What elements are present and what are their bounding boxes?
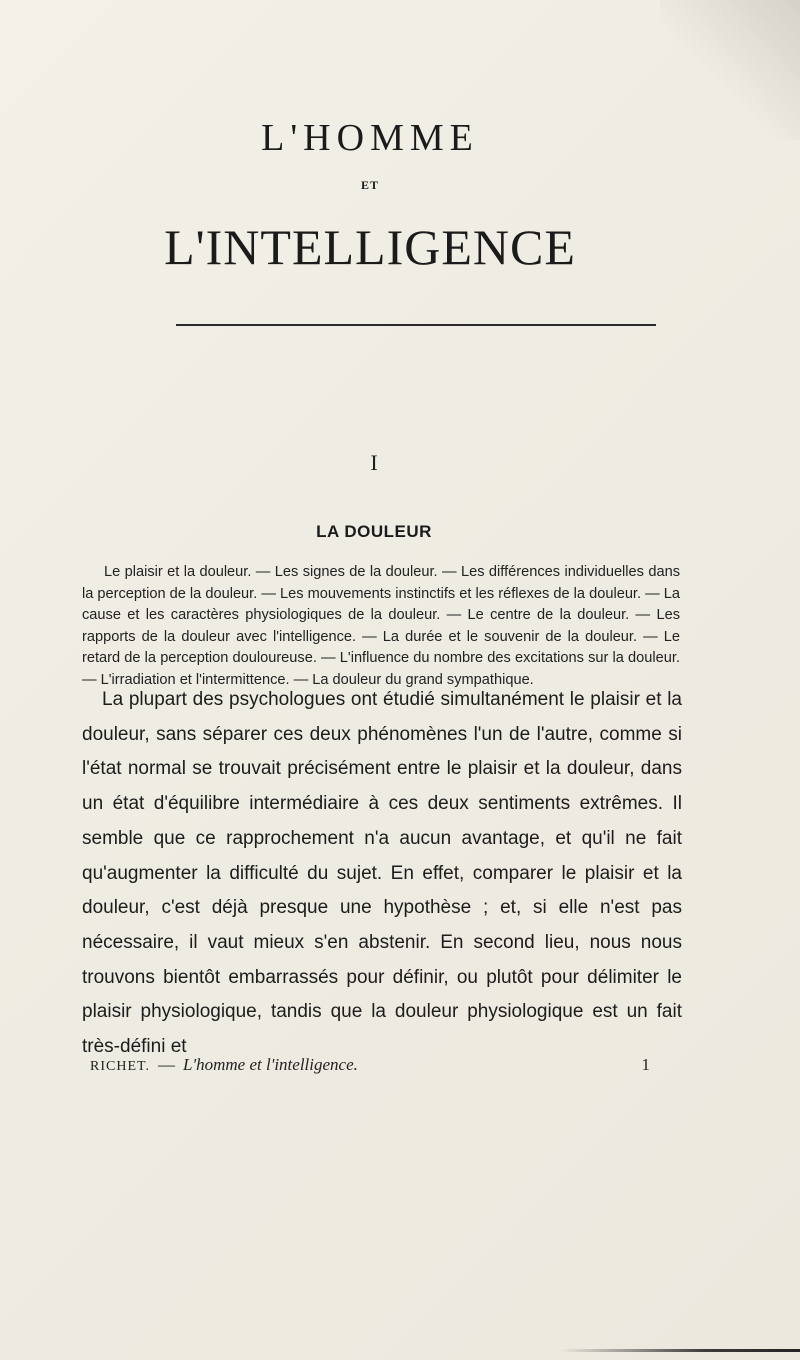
footer-separator: —	[158, 1055, 176, 1074]
bottom-edge-line	[560, 1349, 800, 1352]
book-title-line1: L'HOMME	[261, 117, 479, 159]
book-title-line2: L'INTELLIGENCE	[164, 219, 576, 275]
title-conjunction: ET	[360, 178, 379, 192]
footer-signature-mark: 1	[641, 1055, 650, 1074]
title-rule	[176, 324, 656, 326]
footer-book-title: L'homme et l'intelligence.	[183, 1055, 358, 1074]
chapter-summary: Le plaisir et la douleur. — Les signes de la douleur. — Les différences individuelles dans la perception de la douleur. — Les mouvements instinctifs et les réflexes de la douleur. — La cause et les caractères physiologiques de la douleur. — Le centre de la douleur. — Les rapports de la douleur avec l'intelligence. — La durée et le souvenir de la douleur. — Le retard de la perception douloureuse. — L'influence du nombre des excitations sur la douleur. — L'irradiation et l'intermittence. — La douleur du grand sympathique.	[82, 564, 680, 688]
footer-author: RICHET.	[90, 1059, 151, 1074]
page-footer	[90, 1055, 650, 1075]
body-paragraph: La plupart des psychologues ont étudié simultanément le plaisir et la douleur, sans séparer ces deux phénomènes l'un de l'autre, comme si l'état normal se trouvait précisément entre le plaisir et la douleur, dans un état d'équilibre intermédiaire à ces deux sentiments extrêmes. Il semble que ce rapprochement n'a aucun avantage, et qu'il ne fait qu'augmenter la difficulté du sujet. En effet, comparer le plaisir et la douleur, c'est déjà presque une hypothèse ; et, si elle n'est pas nécessaire, il vaut mieux s'en abstenir. En second lieu, nous nous trouvons bientôt embarrassés pour définir, ou plutôt pour délimiter le plaisir physiologique, tandis que la douleur physiologique est un fait très-défini et	[82, 689, 682, 1058]
chapter-title: LA DOULEUR	[316, 522, 432, 541]
chapter-number: I	[370, 450, 378, 475]
